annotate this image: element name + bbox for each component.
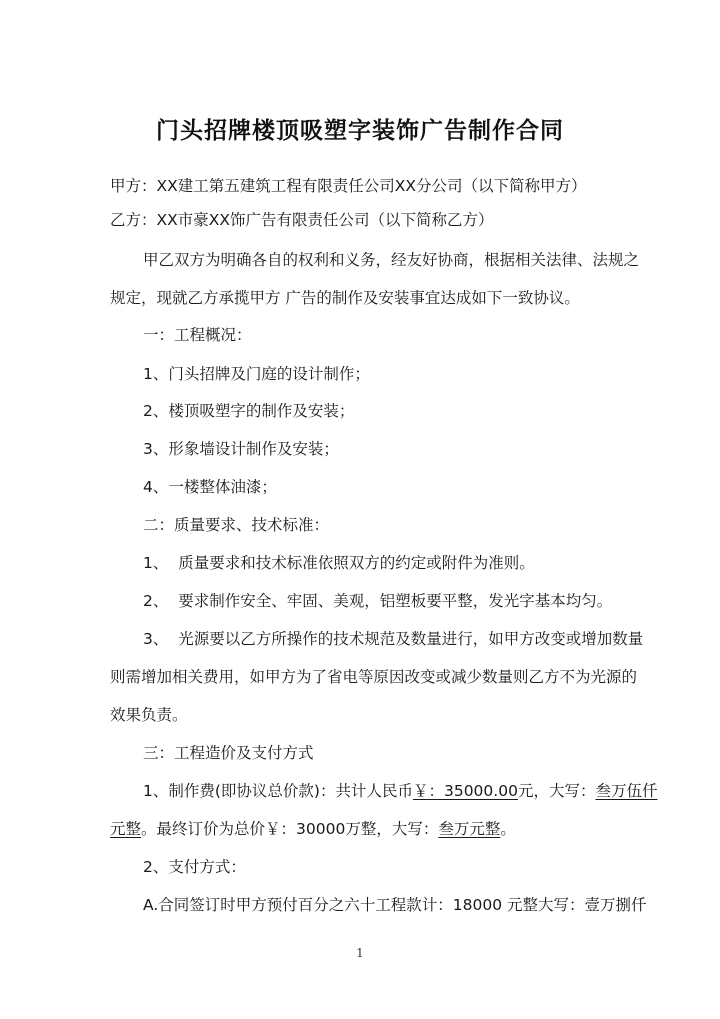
section-2-heading: 二：质量要求、技术标准： [143, 516, 330, 534]
section-1-item-3: 3、形象墙设计制作及安装； [143, 440, 339, 458]
section-1-item-4: 4、一楼整体油漆； [143, 478, 277, 496]
section-2-item-3-line-2: 则需增加相关费用，如甲方为了省电等原因改变或减少数量则乙方不为光源的 [110, 668, 638, 686]
section-1-item-1: 1、门头招牌及门庭的设计制作； [143, 365, 370, 383]
fee-prefix: 1、制作费(即协议总价款)：共计人民币 [143, 782, 413, 800]
payment-heading: 2、支付方式： [143, 858, 246, 876]
party-a: 甲方：XX建工第五建筑工程有限责任公司XX分公司（以下简称甲方） [110, 177, 587, 195]
intro-line-2: 规定，现就乙方承揽甲方 广告的制作及安装事宜达成如下一致协议。 [110, 289, 580, 307]
section-1-heading: 一：工程概况： [143, 326, 252, 344]
fee-amount-words-part2: 元整 [110, 820, 142, 838]
page-number: 1 [356, 946, 364, 960]
fee-amount-words-part1: 叁万伍仟 [595, 782, 658, 800]
party-b: 乙方：XX市豪XX饰广告有限责任公司（以下简称乙方） [110, 211, 494, 229]
section-2-item-3-line-3: 效果负责。 [110, 706, 188, 724]
payment-item-a: A.合同签订时甲方预付百分之六十工程款计：18000 元整大写：壹万捌仟 [143, 896, 647, 914]
section-3-heading: 三：工程造价及支付方式 [143, 744, 314, 762]
fee-amount: ￥：35000.00 [412, 782, 518, 800]
intro-line-1: 甲乙双方为明确各自的权利和义务，经友好协商，根据相关法律、法规之 [143, 251, 640, 269]
fee-mid: 元，大写： [517, 782, 596, 800]
fee-line-1 [110, 781, 658, 801]
section-1-item-2: 2、楼顶吸塑字的制作及安装； [143, 402, 355, 420]
final-price-words: 叁万元整 [438, 820, 501, 838]
section-2-item-3-line-1: 3、 光源要以乙方所操作的技术规范及数量进行，如甲方改变或增加数量 [143, 630, 644, 648]
fee-line-2 [110, 819, 610, 839]
section-2-item-1: 1、 质量要求和技术标准依照双方的约定或附件为准则。 [143, 554, 535, 572]
document-title: 门头招牌楼顶吸塑字装饰广告制作合同 [156, 117, 564, 144]
final-price-prefix: 。最终订价为总价￥：30000万整，大写： [141, 820, 439, 838]
section-2-item-2: 2、 要求制作安全、牢固、美观，铝塑板要平整，发光字基本均匀。 [143, 592, 613, 610]
final-price-suffix: 。 [500, 820, 516, 838]
